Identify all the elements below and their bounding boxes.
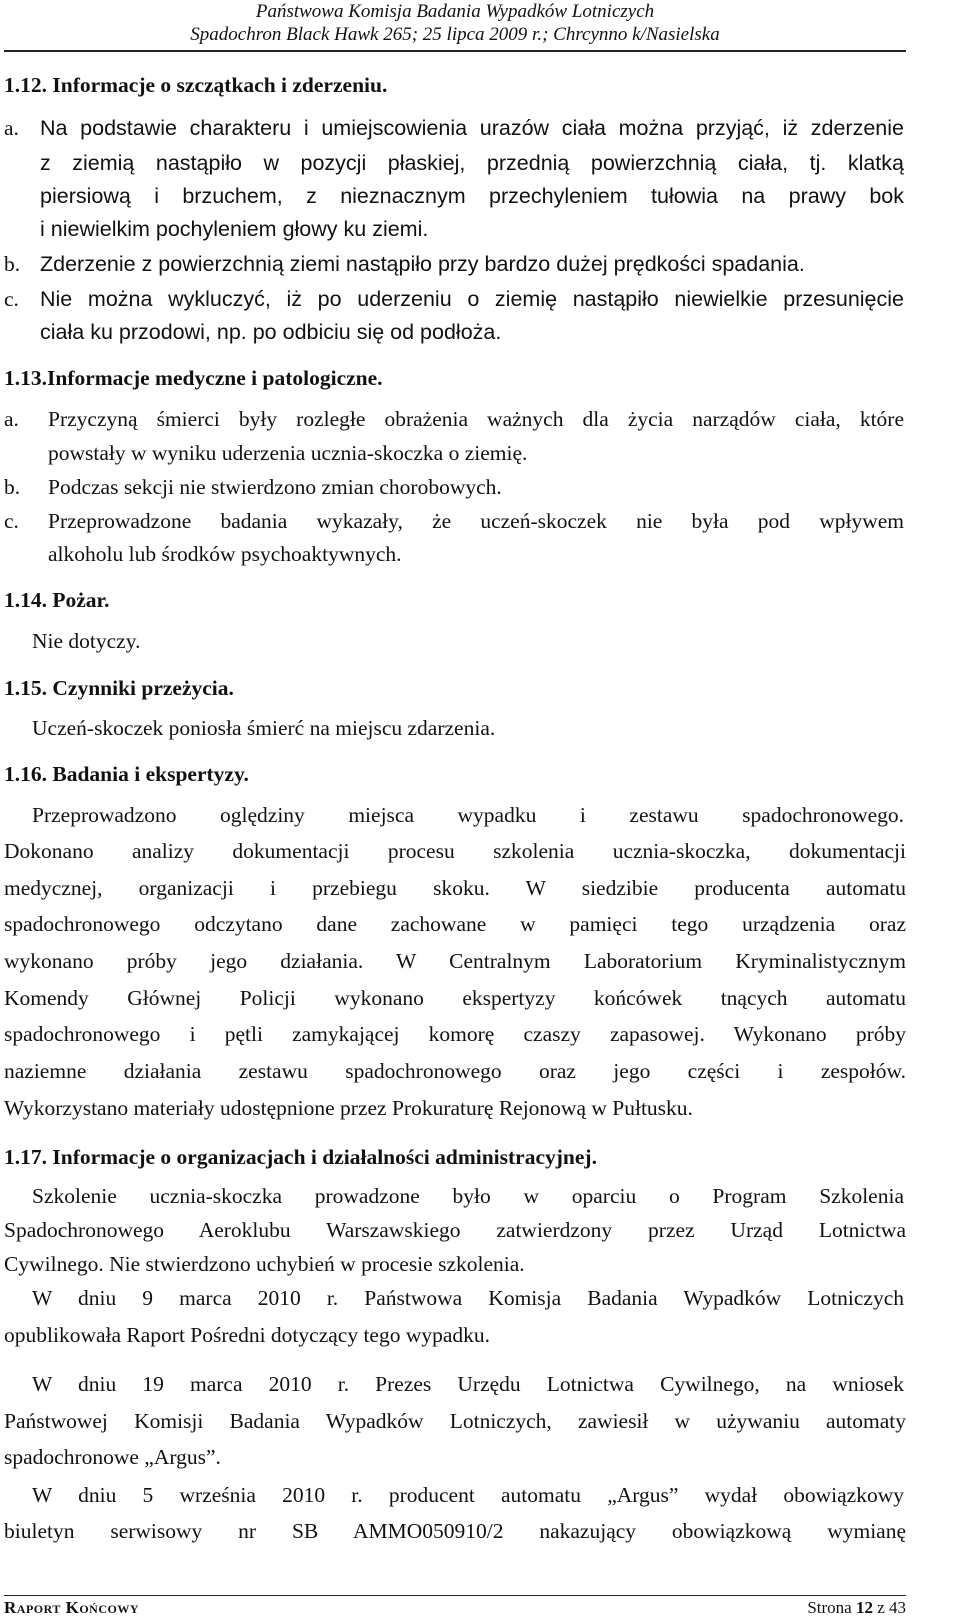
item-label: b. bbox=[4, 252, 21, 276]
header-line-1: Państwowa Komisja Badania Wypadków Lotniczych bbox=[255, 1, 655, 22]
header-line-2: Spadochron Black Hawk 265; 25 lipca 2009 r.; Chrcynno k/Nasielska bbox=[190, 24, 720, 45]
paragraph-line: Komendy Głównej Policji wykonano ekspertyzy końcówek tnących automatu bbox=[4, 986, 906, 1010]
paragraph-line: spadochronowego i pętli zamykającej komorę czaszy zapasowej. Wykonano próby bbox=[4, 1022, 906, 1046]
paragraph-line: Na podstawie charakteru i umiejscowienia urazów ciała można przyjąć, iż zderzenie bbox=[40, 116, 904, 140]
paragraph-line: powstały w wyniku uderzenia ucznia-skoczka o ziemię. bbox=[48, 441, 528, 465]
paragraph-line: wykonano próby jego działania. W Centralnym Laboratorium Kryminalistycznym bbox=[4, 949, 906, 973]
paragraph-line: Podczas sekcji nie stwierdzono zmian chorobowych. bbox=[48, 475, 502, 499]
page-header bbox=[0, 0, 910, 46]
footer-current-page: 12 bbox=[855, 1598, 873, 1617]
section-1-17-heading: 1.17. Informacje o organizacjach i działalności administracyjnej. bbox=[4, 1145, 597, 1169]
paragraph-line: Przyczyną śmierci były rozległe obrażenia ważnych dla życia narządów ciała, które bbox=[48, 407, 904, 431]
section-1-14-heading: 1.14. Pożar. bbox=[4, 588, 110, 612]
paragraph-line: biuletyn serwisowy nr SB AMMO050910/2 nakazujący obowiązkową wymianę bbox=[4, 1519, 906, 1543]
paragraph-line: Dokonano analizy dokumentacji procesu szkolenia ucznia-skoczka, dokumentacji bbox=[4, 839, 906, 863]
item-label: c. bbox=[4, 509, 19, 533]
section-1-16-heading: 1.16. Badania i ekspertyzy. bbox=[4, 762, 249, 786]
paragraph-line: Nie dotyczy. bbox=[32, 629, 141, 653]
paragraph-line: piersiową i brzuchem, z nieznacznym przechyleniem tułowia na prawy bok bbox=[40, 184, 904, 208]
paragraph-line: Przeprowadzone badania wykazały, że uczeń-skoczek nie była pod wpływem bbox=[48, 509, 904, 533]
paragraph-line: spadochronowe „Argus”. bbox=[4, 1445, 221, 1469]
footer-page-prefix: Strona bbox=[807, 1598, 852, 1617]
item-label: b. bbox=[4, 475, 21, 499]
paragraph-line: z ziemią nastąpiło w pozycji płaskiej, przednią powierzchnią ciała, tj. klatką bbox=[40, 151, 904, 175]
paragraph-line: Przeprowadzono oględziny miejsca wypadku i zestawu spadochronowego. bbox=[32, 803, 904, 827]
footer-page-number bbox=[807, 1598, 906, 1618]
paragraph-line: Cywilnego. Nie stwierdzono uchybień w procesie szkolenia. bbox=[4, 1252, 525, 1276]
section-1-13-heading: 1.13.Informacje medyczne i patologiczne. bbox=[4, 366, 383, 390]
section-1-15-heading: 1.15. Czynniki przeżycia. bbox=[4, 676, 234, 700]
paragraph-line: spadochronowego odczytano dane zachowane w pamięci tego urządzenia oraz bbox=[4, 912, 906, 936]
item-label: a. bbox=[4, 407, 19, 431]
paragraph-line: Wykorzystano materiały udostępnione przez Prokuraturę Rejonową w Pułtusku. bbox=[4, 1096, 693, 1120]
paragraph-line: naziemne działania zestawu spadochronowego oraz jego części i zespołów. bbox=[4, 1059, 906, 1083]
footer-page-mid: z bbox=[877, 1598, 885, 1617]
footer-rule bbox=[4, 1595, 906, 1596]
paragraph-line: alkoholu lub środków psychoaktywnych. bbox=[48, 542, 402, 566]
paragraph-line: W dniu 5 września 2010 r. producent automatu „Argus” wydał obowiązkowy bbox=[32, 1483, 904, 1507]
header-rule bbox=[4, 50, 906, 52]
paragraph-line: Szkolenie ucznia-skoczka prowadzone było w oparciu o Program Szkolenia bbox=[32, 1184, 904, 1208]
item-label: c. bbox=[4, 287, 19, 311]
footer-report-title: Raport Końcowy bbox=[4, 1598, 139, 1617]
paragraph-line: Uczeń-skoczek poniosła śmierć na miejscu zdarzenia. bbox=[32, 716, 496, 740]
paragraph-line: Spadochronowego Aeroklubu Warszawskiego zatwierdzony przez Urząd Lotnictwa bbox=[4, 1218, 906, 1242]
paragraph-line: Zderzenie z powierzchnią ziemi nastąpiło przy bardzo dużej prędkości spadania. bbox=[40, 252, 805, 276]
section-1-12-heading: 1.12. Informacje o szczątkach i zderzeniu. bbox=[4, 73, 388, 97]
paragraph-line: i niewielkim pochyleniem głowy ku ziemi. bbox=[40, 217, 429, 241]
footer-total-pages: 43 bbox=[889, 1598, 906, 1617]
paragraph-line: medycznej, organizacji i przebiegu skoku. W siedzibie producenta automatu bbox=[4, 876, 906, 900]
paragraph-line: ciała ku przodowi, np. po odbiciu się od podłoża. bbox=[40, 320, 502, 344]
paragraph-line: W dniu 9 marca 2010 r. Państwowa Komisja Badania Wypadków Lotniczych bbox=[32, 1286, 904, 1310]
paragraph-line: Państwowej Komisji Badania Wypadków Lotniczych, zawiesił w używaniu automaty bbox=[4, 1409, 906, 1433]
paragraph-line: Nie można wykluczyć, iż po uderzeniu o ziemię nastąpiło niewielkie przesunięcie bbox=[40, 287, 904, 311]
paragraph-line: W dniu 19 marca 2010 r. Prezes Urzędu Lotnictwa Cywilnego, na wniosek bbox=[32, 1372, 904, 1396]
item-label: a. bbox=[4, 116, 19, 140]
paragraph-line: opublikowała Raport Pośredni dotyczący tego wypadku. bbox=[4, 1323, 491, 1347]
